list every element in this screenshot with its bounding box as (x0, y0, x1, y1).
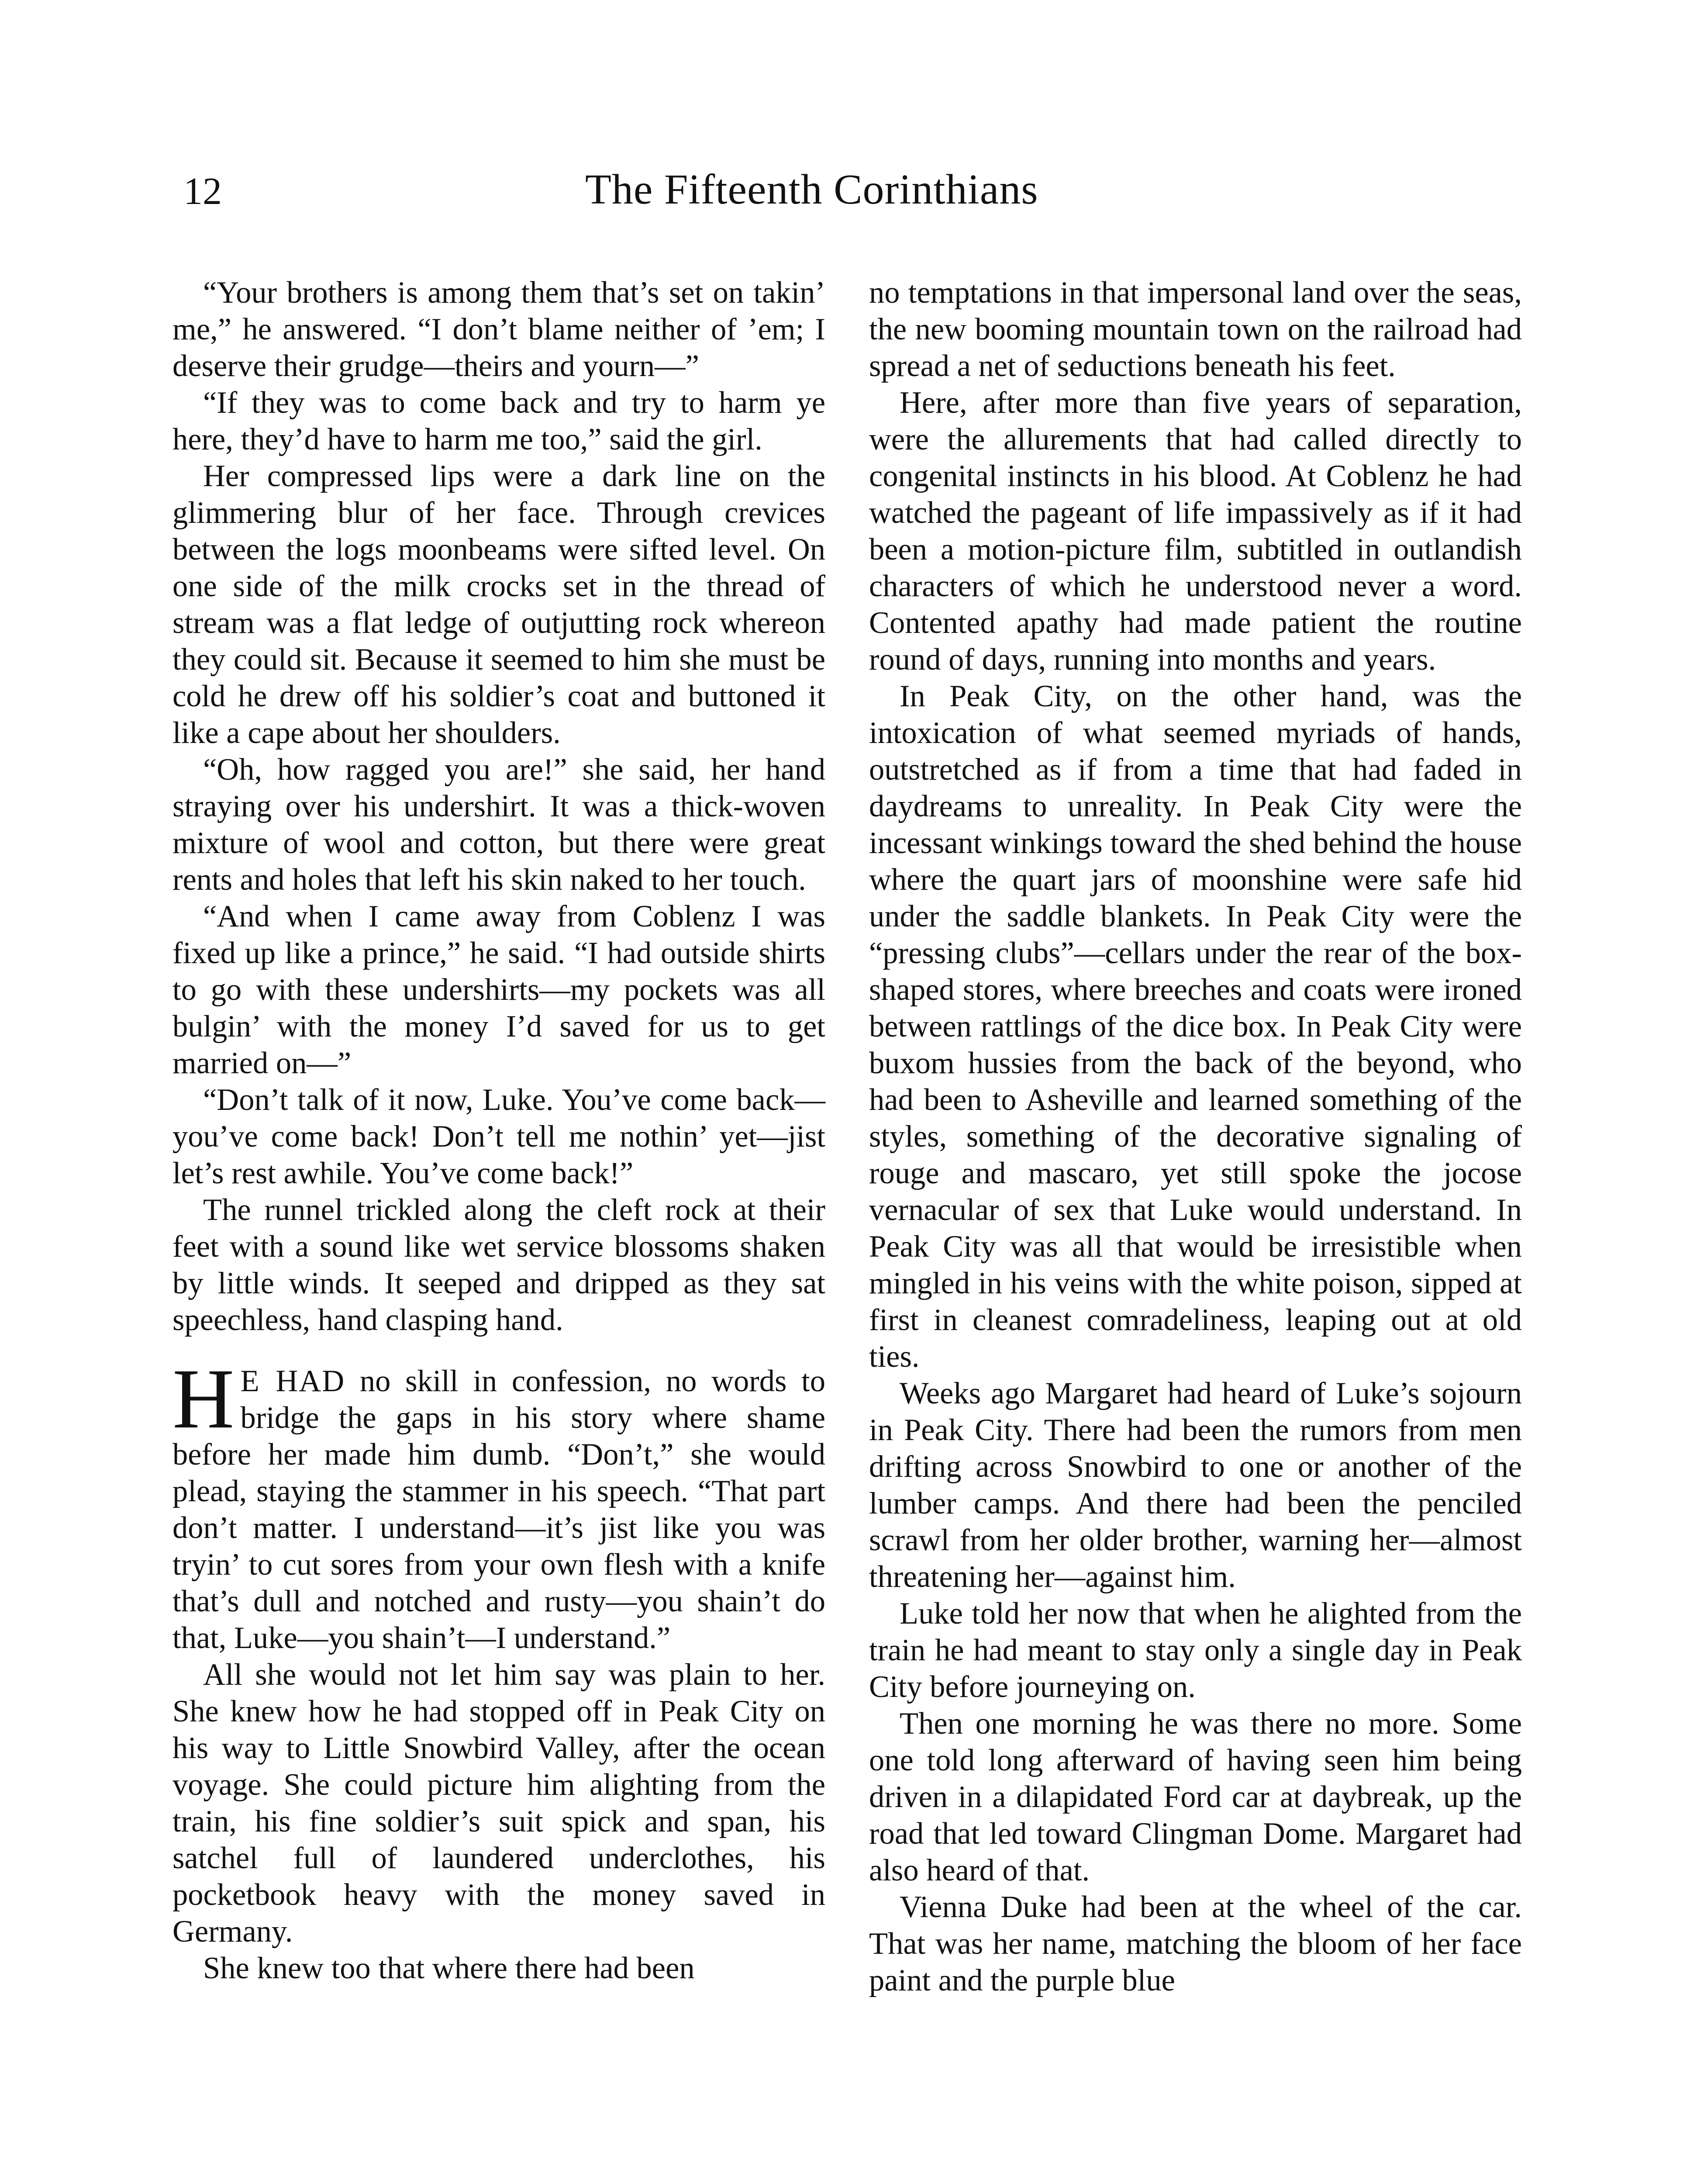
paragraph: All she would not let him say was plain to her. She knew how he had stopped off in Peak City on his way to Little Snowbird Valley, after the ocean voyage. She could picture him alighting from the train, his fine soldier’s suit spick and span, his satchel full of laundered underclothes, his pocketbook heavy with the money saved in Germany. (172, 1658, 825, 1949)
paragraph: “Oh, how ragged you are!” she said, her hand straying over his undershirt. It was a thick-woven mixture of wool and cotton, but there were great rents and holes that left his skin naked to her touch. (172, 753, 825, 897)
right-column (869, 274, 1522, 1999)
paragraph: “And when I came away from Coblenz I was fixed up like a prince,” he said. “I had outside shirts to go with these undershirts—my pockets was all bulgin’ with the money I’d saved for us to get married on—” (172, 899, 825, 1080)
paragraph: The runnel trickled along the cleft rock at their feet with a sound like wet service blossoms shaken by little winds. It seeped and dripped as they sat speechless, hand clasping hand. (172, 1193, 825, 1337)
paragraph: “If they was to come back and try to harm ye here, they’d have to harm me too,” said the girl. (172, 386, 825, 456)
paragraph: Her compressed lips were a dark line on the glimmering blur of her face. Through crevices between the logs moonbeams were sifted level. On one side of the milk crocks set in the thread of stream was a flat ledge of outjutting rock whereon they could sit. Because it seemed to him she must be cold he drew off his soldier’s coat and buttoned it like a cape about her shoulders. (172, 459, 825, 750)
paragraph-continued: no temptations in that impersonal land over the seas, the new booming mountain town on the railroad had spread a net of seductions beneath his feet. (869, 276, 1522, 383)
paragraph: In Peak City, on the other hand, was the intoxication of what seemed myriads of hands, outstretched as if from a time that had faded in daydreams to unreality. In Peak City were the incessant winkings toward the shed behind the house where the quart jars of moonshine were safe hid under the saddle blankets. In Peak City were the “pressing clubs”—cellars under the rear of the box-shaped stores, where breeches and coats were ironed between rattlings of the dice box. In Peak City were buxom hussies from the back of the beyond, who had been to Asheville and learned something of the styles, something of the decorative signaling of rouge and mascaro, yet still spoke the jocose vernacular of sex that Luke would understand. In Peak City was all that would be irresistible when mingled in his veins with the white poison, sipped at first in cleanest comradeliness, leaping out at old ties. (869, 679, 1522, 1374)
paragraph: “Don’t talk of it now, Luke. You’ve come back—you’ve come back! Don’t tell me nothin’ yet—jist let’s rest awhile. You’ve come back!” (172, 1083, 825, 1190)
drop-cap: H (172, 1351, 235, 1446)
running-title: The Fifteenth Corinthians (585, 166, 1038, 213)
paragraph-text: no skill in confession, no words to bridge the gaps in his story where shame before her made him dumb. “Don’t,” she would plead, staying the stammer in his speech. “That part don’t matter. I understand—it’s jist like you was tryin’ to cut sores from your own flesh with a knife that’s dull and notched and rusty—you shain’t do that, Luke—you shain’t—I understand.” (172, 1364, 825, 1655)
section-lead-in: E HAD (240, 1364, 345, 1398)
paragraph: Vienna Duke had been at the wheel of the car. That was her name, matching the bloom of her face paint and the purple blue (869, 1890, 1522, 1997)
paragraph: Then one morning he was there no more. Some one told long afterward of having seen him being driven in a dilapidated Ford car at daybreak, up the road that led toward Clingman Dome. Margaret had also heard of that. (869, 1707, 1522, 1887)
paragraph: Luke told her now that when he alighted from the train he had meant to stay only a single day in Peak City before journeying on. (869, 1597, 1522, 1704)
page-number: 12 (183, 170, 222, 213)
left-column (172, 274, 825, 1987)
section-opening-paragraph (172, 1351, 825, 1656)
paragraph: She knew too that where there had been (203, 1951, 695, 1985)
paragraph: “Your brothers is among them that’s set on takin’ me,” he answered. “I don’t blame neither of ’em; I deserve their grudge—theirs and yourn—” (172, 276, 825, 383)
paragraph: Weeks ago Margaret had heard of Luke’s sojourn in Peak City. There had been the rumors from men drifting across Snowbird to one or another of the lumber camps. And there had been the penciled scrawl from her older brother, warning her—almost threatening her—against him. (869, 1376, 1522, 1594)
paragraph: Here, after more than five years of separation, were the allurements that had called directly to congenital instincts in his blood. At Coblenz he had watched the pageant of life impassively as if it had been a motion-picture film, subtitled in outlandish characters of which he understood never a word. Contented apathy had made patient the routine round of days, running into months and years. (869, 386, 1522, 677)
